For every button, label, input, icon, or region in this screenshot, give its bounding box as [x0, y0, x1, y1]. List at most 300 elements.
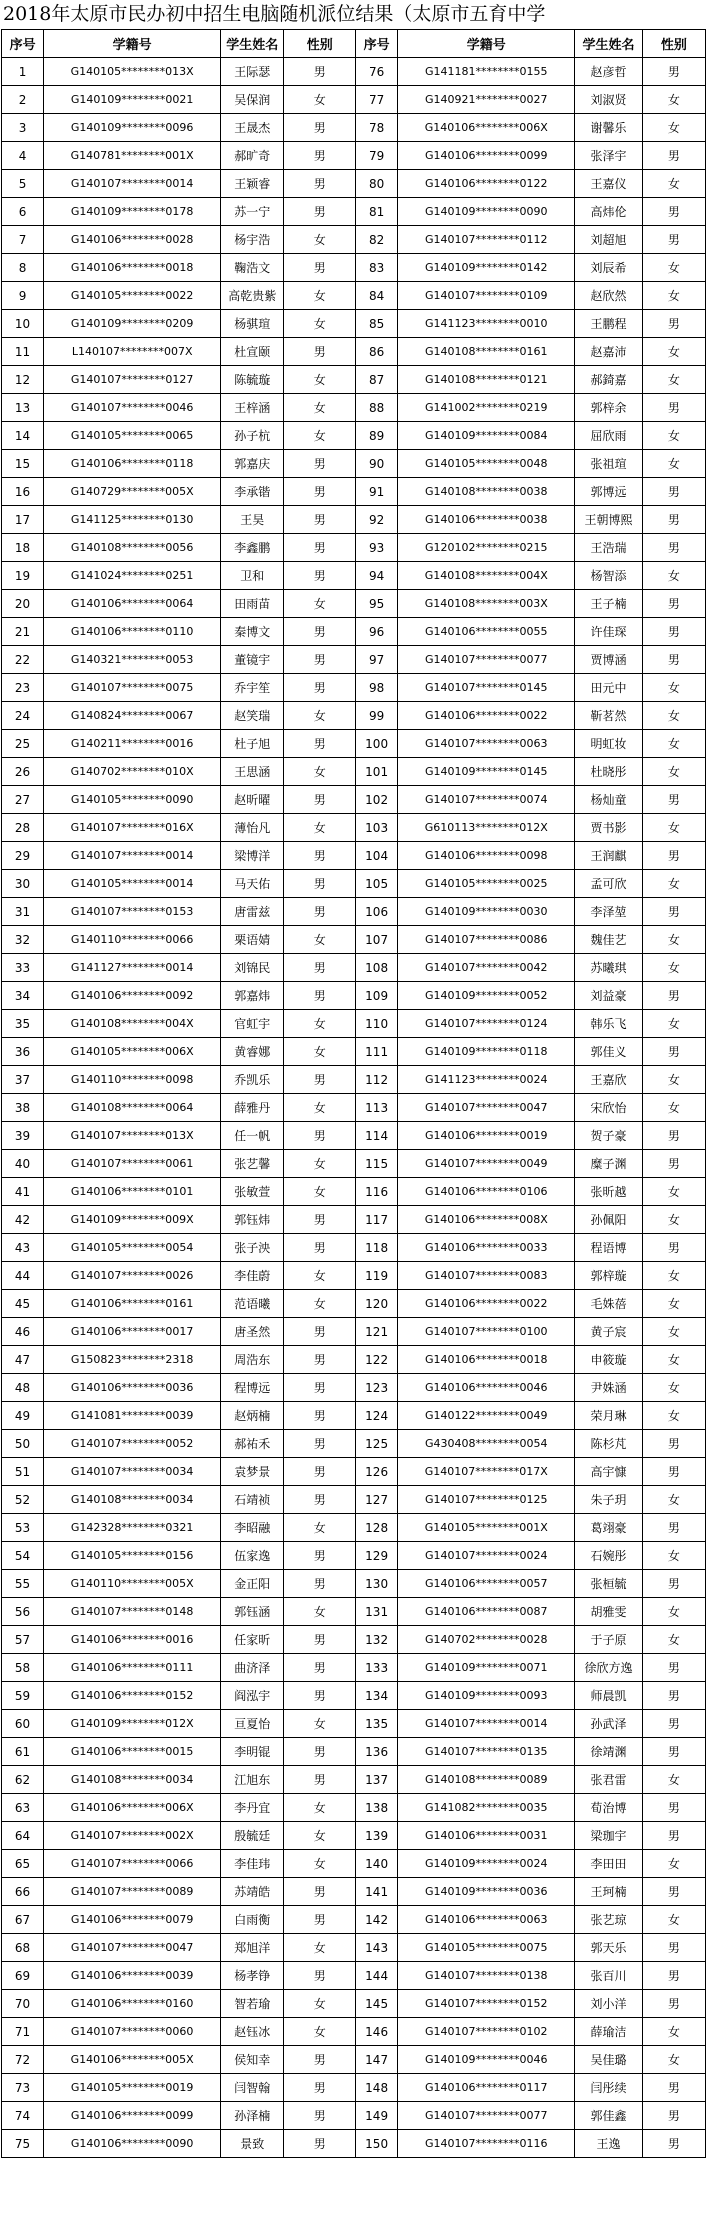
- cell-student-id-left: G140106********0111: [44, 1654, 221, 1682]
- cell-gender-left: 男: [284, 1458, 356, 1486]
- cell-student-id-left: G140105********0156: [44, 1542, 221, 1570]
- cell-student-name-right: 孟可欣: [575, 870, 642, 898]
- cell-gender-left: 女: [284, 926, 356, 954]
- cell-student-name-right: 尹姝涵: [575, 1374, 642, 1402]
- cell-gender-right: 男: [642, 2130, 705, 2158]
- cell-gender-left: 男: [284, 506, 356, 534]
- table-row: [2, 142, 706, 170]
- cell-seq-left: 53: [2, 1514, 44, 1542]
- cell-gender-right: 男: [642, 1962, 705, 1990]
- cell-student-name-left: 张艺馨: [221, 1150, 284, 1178]
- cell-student-name-right: 郭博远: [575, 478, 642, 506]
- cell-student-id-right: G140106********0055: [398, 618, 575, 646]
- table-row: [2, 1570, 706, 1598]
- cell-gender-left: 男: [284, 954, 356, 982]
- table-row: [2, 730, 706, 758]
- cell-gender-left: 女: [284, 1990, 356, 2018]
- cell-student-id-left: G140110********0066: [44, 926, 221, 954]
- cell-student-id-left: G140106********0090: [44, 2130, 221, 2158]
- cell-gender-left: 女: [284, 86, 356, 114]
- cell-gender-right: 女: [642, 450, 705, 478]
- table-row: [2, 758, 706, 786]
- cell-gender-right: 女: [642, 1206, 705, 1234]
- cell-seq-right: 135: [356, 1710, 398, 1738]
- cell-student-name-left: 唐雷兹: [221, 898, 284, 926]
- cell-gender-right: 女: [642, 1906, 705, 1934]
- cell-gender-right: 男: [642, 1822, 705, 1850]
- cell-seq-left: 69: [2, 1962, 44, 1990]
- cell-student-name-right: 荀治博: [575, 1794, 642, 1822]
- cell-seq-left: 5: [2, 170, 44, 198]
- cell-seq-left: 3: [2, 114, 44, 142]
- cell-gender-right: 女: [642, 562, 705, 590]
- cell-seq-right: 139: [356, 1822, 398, 1850]
- cell-student-id-right: G140109********0030: [398, 898, 575, 926]
- cell-student-name-right: 毛姝蓓: [575, 1290, 642, 1318]
- cell-seq-left: 6: [2, 198, 44, 226]
- cell-student-name-left: 赵钰冰: [221, 2018, 284, 2046]
- cell-student-id-right: G140109********0071: [398, 1654, 575, 1682]
- cell-student-id-left: G140110********005X: [44, 1570, 221, 1598]
- cell-seq-right: 134: [356, 1682, 398, 1710]
- cell-gender-left: 女: [284, 1822, 356, 1850]
- cell-gender-left: 男: [284, 338, 356, 366]
- cell-student-id-right: G140107********0145: [398, 674, 575, 702]
- cell-seq-left: 37: [2, 1066, 44, 1094]
- cell-student-name-left: 王际瑟: [221, 58, 284, 86]
- cell-student-name-right: 贾博涵: [575, 646, 642, 674]
- cell-gender-right: 男: [642, 2102, 705, 2130]
- cell-student-name-right: 孙佩阳: [575, 1206, 642, 1234]
- cell-seq-left: 73: [2, 2074, 44, 2102]
- cell-student-name-right: 黄子宸: [575, 1318, 642, 1346]
- cell-student-id-right: G141181********0155: [398, 58, 575, 86]
- cell-seq-right: 124: [356, 1402, 398, 1430]
- cell-gender-right: 男: [642, 842, 705, 870]
- cell-student-id-right: G140106********0022: [398, 1290, 575, 1318]
- cell-student-name-right: 张祖瑄: [575, 450, 642, 478]
- cell-gender-right: 女: [642, 674, 705, 702]
- cell-seq-right: 146: [356, 2018, 398, 2046]
- cell-seq-left: 29: [2, 842, 44, 870]
- cell-student-id-left: G140106********0036: [44, 1374, 221, 1402]
- cell-student-name-right: 刘小洋: [575, 1990, 642, 2018]
- cell-student-name-left: 张子泱: [221, 1234, 284, 1262]
- cell-student-name-left: 石靖祯: [221, 1486, 284, 1514]
- cell-seq-left: 40: [2, 1150, 44, 1178]
- cell-gender-right: 男: [642, 1738, 705, 1766]
- cell-student-id-right: G140109********0118: [398, 1038, 575, 1066]
- cell-gender-right: 男: [642, 1430, 705, 1458]
- cell-student-name-left: 郭嘉炜: [221, 982, 284, 1010]
- cell-seq-left: 38: [2, 1094, 44, 1122]
- cell-gender-left: 女: [284, 1010, 356, 1038]
- table-row: [2, 1430, 706, 1458]
- cell-gender-left: 男: [284, 646, 356, 674]
- cell-seq-left: 62: [2, 1766, 44, 1794]
- cell-gender-left: 男: [284, 842, 356, 870]
- cell-seq-right: 114: [356, 1122, 398, 1150]
- cell-seq-right: 140: [356, 1850, 398, 1878]
- cell-gender-left: 女: [284, 702, 356, 730]
- table-row: [2, 646, 706, 674]
- cell-student-id-left: G140106********0039: [44, 1962, 221, 1990]
- cell-student-id-right: G140107********0077: [398, 2102, 575, 2130]
- cell-student-id-left: G140107********0075: [44, 674, 221, 702]
- table-row: [2, 1178, 706, 1206]
- cell-student-id-left: G140105********013X: [44, 58, 221, 86]
- cell-student-id-left: G140107********0153: [44, 898, 221, 926]
- cell-gender-left: 男: [284, 1346, 356, 1374]
- cell-student-id-left: G141125********0130: [44, 506, 221, 534]
- table-row: [2, 478, 706, 506]
- cell-student-name-right: 郭天乐: [575, 1934, 642, 1962]
- table-row: [2, 2074, 706, 2102]
- cell-student-id-right: G140109********0084: [398, 422, 575, 450]
- cell-gender-right: 男: [642, 2074, 705, 2102]
- cell-student-id-right: G140107********0083: [398, 1262, 575, 1290]
- cell-gender-right: 女: [642, 282, 705, 310]
- cell-seq-left: 20: [2, 590, 44, 618]
- cell-gender-right: 女: [642, 338, 705, 366]
- cell-student-id-right: G140107********0063: [398, 730, 575, 758]
- cell-student-name-left: 陈毓璇: [221, 366, 284, 394]
- cell-student-id-left: G141024********0251: [44, 562, 221, 590]
- cell-seq-right: 84: [356, 282, 398, 310]
- cell-student-id-left: G140107********0047: [44, 1934, 221, 1962]
- cell-gender-left: 女: [284, 1850, 356, 1878]
- cell-student-id-left: G140109********0178: [44, 198, 221, 226]
- cell-seq-left: 28: [2, 814, 44, 842]
- cell-gender-left: 女: [284, 1150, 356, 1178]
- cell-student-name-left: 苏一宁: [221, 198, 284, 226]
- cell-student-id-right: G140107********0109: [398, 282, 575, 310]
- cell-student-id-left: G140109********0096: [44, 114, 221, 142]
- cell-student-id-left: G140105********0090: [44, 786, 221, 814]
- cell-seq-left: 22: [2, 646, 44, 674]
- cell-gender-right: 女: [642, 1010, 705, 1038]
- table-row: [2, 1122, 706, 1150]
- cell-seq-right: 148: [356, 2074, 398, 2102]
- table-row: [2, 842, 706, 870]
- cell-seq-left: 54: [2, 1542, 44, 1570]
- cell-gender-right: 男: [642, 1794, 705, 1822]
- cell-seq-right: 92: [356, 506, 398, 534]
- table-row: [2, 86, 706, 114]
- cell-student-id-left: G140107********0026: [44, 1262, 221, 1290]
- cell-seq-left: 67: [2, 1906, 44, 1934]
- cell-student-name-right: 贾书影: [575, 814, 642, 842]
- cell-seq-left: 17: [2, 506, 44, 534]
- cell-student-id-left: G140107********002X: [44, 1822, 221, 1850]
- cell-seq-right: 80: [356, 170, 398, 198]
- cell-seq-left: 10: [2, 310, 44, 338]
- cell-seq-left: 26: [2, 758, 44, 786]
- cell-gender-left: 男: [284, 2074, 356, 2102]
- cell-student-name-right: 郝錡嘉: [575, 366, 642, 394]
- cell-gender-left: 男: [284, 2102, 356, 2130]
- cell-student-name-left: 赵笑瑞: [221, 702, 284, 730]
- cell-gender-left: 男: [284, 1738, 356, 1766]
- cell-seq-right: 106: [356, 898, 398, 926]
- cell-seq-left: 14: [2, 422, 44, 450]
- table-row: [2, 1290, 706, 1318]
- cell-student-id-right: G140702********0028: [398, 1626, 575, 1654]
- table-row: [2, 1346, 706, 1374]
- cell-student-id-left: G140105********0065: [44, 422, 221, 450]
- cell-seq-right: 115: [356, 1150, 398, 1178]
- cell-gender-left: 男: [284, 170, 356, 198]
- cell-gender-right: 女: [642, 926, 705, 954]
- cell-student-name-left: 杨孝铮: [221, 1962, 284, 1990]
- cell-gender-left: 男: [284, 114, 356, 142]
- cell-seq-left: 34: [2, 982, 44, 1010]
- cell-seq-right: 94: [356, 562, 398, 590]
- cell-gender-right: 男: [642, 646, 705, 674]
- cell-student-id-right: G140109********0052: [398, 982, 575, 1010]
- cell-gender-right: 女: [642, 422, 705, 450]
- cell-student-name-right: 靳茗然: [575, 702, 642, 730]
- table-row: [2, 1206, 706, 1234]
- cell-student-id-left: G140106********0017: [44, 1318, 221, 1346]
- cell-student-id-left: G140321********0053: [44, 646, 221, 674]
- cell-student-name-left: 梁博洋: [221, 842, 284, 870]
- cell-student-name-right: 赵欣然: [575, 282, 642, 310]
- cell-student-id-right: G140107********0102: [398, 2018, 575, 2046]
- cell-seq-right: 111: [356, 1038, 398, 1066]
- cell-student-id-left: G140107********0034: [44, 1458, 221, 1486]
- cell-student-name-left: 杜宣颐: [221, 338, 284, 366]
- cell-gender-right: 女: [642, 366, 705, 394]
- cell-student-id-left: G140109********0021: [44, 86, 221, 114]
- table-row: [2, 1766, 706, 1794]
- cell-student-name-right: 石婉彤: [575, 1542, 642, 1570]
- cell-gender-right: 女: [642, 1290, 705, 1318]
- cell-student-name-left: 李昭融: [221, 1514, 284, 1542]
- cell-student-name-left: 袁梦景: [221, 1458, 284, 1486]
- cell-student-name-right: 张君雷: [575, 1766, 642, 1794]
- cell-student-name-left: 任一帆: [221, 1122, 284, 1150]
- cell-seq-right: 86: [356, 338, 398, 366]
- cell-gender-left: 男: [284, 1402, 356, 1430]
- table-row: [2, 254, 706, 282]
- cell-seq-left: 8: [2, 254, 44, 282]
- table-row: [2, 1710, 706, 1738]
- cell-student-name-left: 卫和: [221, 562, 284, 590]
- cell-student-name-left: 刘锦民: [221, 954, 284, 982]
- cell-student-id-right: G140107********0124: [398, 1010, 575, 1038]
- cell-gender-left: 男: [284, 58, 356, 86]
- cell-gender-right: 男: [642, 534, 705, 562]
- cell-student-name-right: 孙武泽: [575, 1710, 642, 1738]
- cell-student-name-left: 殷毓廷: [221, 1822, 284, 1850]
- cell-student-id-right: G140105********0025: [398, 870, 575, 898]
- cell-gender-left: 男: [284, 1206, 356, 1234]
- cell-gender-left: 男: [284, 674, 356, 702]
- cell-student-id-left: G140109********009X: [44, 1206, 221, 1234]
- cell-seq-left: 47: [2, 1346, 44, 1374]
- cell-student-id-left: G140211********0016: [44, 730, 221, 758]
- cell-seq-left: 16: [2, 478, 44, 506]
- cell-student-id-right: G140107********0024: [398, 1542, 575, 1570]
- cell-seq-right: 118: [356, 1234, 398, 1262]
- cell-seq-right: 82: [356, 226, 398, 254]
- cell-student-name-left: 郝旷奇: [221, 142, 284, 170]
- cell-seq-right: 105: [356, 870, 398, 898]
- table-row: [2, 1598, 706, 1626]
- cell-student-id-right: G140106********0098: [398, 842, 575, 870]
- cell-gender-left: 男: [284, 1878, 356, 1906]
- cell-seq-right: 90: [356, 450, 398, 478]
- table-row: [2, 1038, 706, 1066]
- table-row: [2, 1374, 706, 1402]
- cell-gender-right: 女: [642, 1178, 705, 1206]
- cell-seq-left: 27: [2, 786, 44, 814]
- cell-student-id-right: G140107********0125: [398, 1486, 575, 1514]
- cell-gender-left: 男: [284, 534, 356, 562]
- cell-gender-left: 男: [284, 2130, 356, 2158]
- table-row: [2, 1906, 706, 1934]
- table-row: [2, 1654, 706, 1682]
- cell-student-name-left: 侯知幸: [221, 2046, 284, 2074]
- cell-gender-left: 女: [284, 1262, 356, 1290]
- cell-student-id-left: G140107********0066: [44, 1850, 221, 1878]
- cell-student-name-right: 赵嘉沛: [575, 338, 642, 366]
- cell-seq-right: 95: [356, 590, 398, 618]
- cell-gender-right: 男: [642, 1038, 705, 1066]
- cell-seq-right: 103: [356, 814, 398, 842]
- cell-gender-right: 男: [642, 1150, 705, 1178]
- cell-student-name-left: 董镜宇: [221, 646, 284, 674]
- table-row: [2, 562, 706, 590]
- cell-student-id-left: G140107********0148: [44, 1598, 221, 1626]
- cell-student-name-right: 刘超旭: [575, 226, 642, 254]
- cell-seq-left: 59: [2, 1682, 44, 1710]
- cell-seq-right: 147: [356, 2046, 398, 2074]
- cell-student-name-right: 张桓毓: [575, 1570, 642, 1598]
- table-row: [2, 114, 706, 142]
- table-row: [2, 926, 706, 954]
- cell-student-name-right: 韩乐飞: [575, 1010, 642, 1038]
- cell-student-name-left: 赵昕曜: [221, 786, 284, 814]
- cell-gender-right: 女: [642, 954, 705, 982]
- cell-student-name-left: 薛雅丹: [221, 1094, 284, 1122]
- cell-seq-left: 58: [2, 1654, 44, 1682]
- cell-seq-right: 131: [356, 1598, 398, 1626]
- cell-gender-right: 男: [642, 478, 705, 506]
- cell-gender-left: 男: [284, 2046, 356, 2074]
- cell-gender-left: 男: [284, 1766, 356, 1794]
- cell-gender-right: 男: [642, 1710, 705, 1738]
- cell-student-name-left: 金正阳: [221, 1570, 284, 1598]
- cell-seq-left: 60: [2, 1710, 44, 1738]
- cell-gender-right: 男: [642, 1654, 705, 1682]
- cell-student-name-right: 师晨凯: [575, 1682, 642, 1710]
- cell-student-name-left: 王思涵: [221, 758, 284, 786]
- cell-seq-right: 123: [356, 1374, 398, 1402]
- table-row: [2, 1486, 706, 1514]
- cell-gender-right: 女: [642, 170, 705, 198]
- cell-gender-right: 男: [642, 1878, 705, 1906]
- cell-student-id-left: G140106********0101: [44, 1178, 221, 1206]
- cell-student-name-right: 郭佳鑫: [575, 2102, 642, 2130]
- cell-student-id-right: G140109********0090: [398, 198, 575, 226]
- cell-gender-right: 女: [642, 702, 705, 730]
- cell-gender-right: 女: [642, 86, 705, 114]
- cell-seq-right: 120: [356, 1290, 398, 1318]
- cell-student-name-left: 乔宇笙: [221, 674, 284, 702]
- header-student-name-right: 学生姓名: [575, 30, 642, 58]
- cell-gender-left: 女: [284, 1178, 356, 1206]
- cell-student-name-right: 王逸: [575, 2130, 642, 2158]
- cell-student-id-right: G140108********0161: [398, 338, 575, 366]
- header-gender-right: 性别: [642, 30, 705, 58]
- cell-student-name-right: 于子原: [575, 1626, 642, 1654]
- cell-student-name-left: 闫智翰: [221, 2074, 284, 2102]
- cell-student-id-left: G140108********0056: [44, 534, 221, 562]
- cell-student-name-right: 郭梓璇: [575, 1262, 642, 1290]
- cell-seq-left: 41: [2, 1178, 44, 1206]
- cell-gender-right: 男: [642, 310, 705, 338]
- cell-student-id-left: G140109********0209: [44, 310, 221, 338]
- cell-student-id-left: G140107********0014: [44, 170, 221, 198]
- cell-seq-right: 88: [356, 394, 398, 422]
- cell-student-id-left: G141127********0014: [44, 954, 221, 982]
- cell-gender-left: 女: [284, 394, 356, 422]
- cell-gender-left: 女: [284, 2018, 356, 2046]
- cell-student-name-right: 许佳琛: [575, 618, 642, 646]
- cell-gender-right: 男: [642, 226, 705, 254]
- cell-student-id-left: G140106********0016: [44, 1626, 221, 1654]
- cell-student-id-left: G140106********0161: [44, 1290, 221, 1318]
- cell-gender-right: 男: [642, 1234, 705, 1262]
- table-row: [2, 1822, 706, 1850]
- cell-student-name-left: 孙泽楠: [221, 2102, 284, 2130]
- cell-seq-right: 137: [356, 1766, 398, 1794]
- cell-gender-left: 女: [284, 422, 356, 450]
- cell-seq-right: 102: [356, 786, 398, 814]
- cell-student-id-left: G141081********0039: [44, 1402, 221, 1430]
- cell-gender-left: 男: [284, 870, 356, 898]
- cell-gender-right: 女: [642, 1626, 705, 1654]
- cell-seq-left: 9: [2, 282, 44, 310]
- cell-seq-left: 30: [2, 870, 44, 898]
- cell-gender-left: 女: [284, 1038, 356, 1066]
- cell-student-name-right: 李田田: [575, 1850, 642, 1878]
- cell-gender-right: 男: [642, 1570, 705, 1598]
- cell-seq-left: 68: [2, 1934, 44, 1962]
- cell-seq-left: 48: [2, 1374, 44, 1402]
- cell-student-id-right: G140109********0145: [398, 758, 575, 786]
- cell-seq-right: 116: [356, 1178, 398, 1206]
- cell-student-id-right: G140106********0019: [398, 1122, 575, 1150]
- cell-gender-right: 女: [642, 1850, 705, 1878]
- table-row: [2, 1850, 706, 1878]
- table-row: [2, 422, 706, 450]
- page-title: 2018年太原市民办初中招生电脑随机派位结果（太原市五育中学: [3, 3, 546, 25]
- cell-student-name-right: 张百川: [575, 1962, 642, 1990]
- table-row: [2, 2018, 706, 2046]
- cell-student-name-left: 薄怡凡: [221, 814, 284, 842]
- cell-student-id-right: G140106********0022: [398, 702, 575, 730]
- table-row: [2, 1542, 706, 1570]
- cell-seq-right: 129: [356, 1542, 398, 1570]
- cell-seq-left: 23: [2, 674, 44, 702]
- cell-student-name-right: 葛翊豪: [575, 1514, 642, 1542]
- cell-student-name-right: 张泽宇: [575, 142, 642, 170]
- table-row: [2, 1234, 706, 1262]
- cell-seq-right: 117: [356, 1206, 398, 1234]
